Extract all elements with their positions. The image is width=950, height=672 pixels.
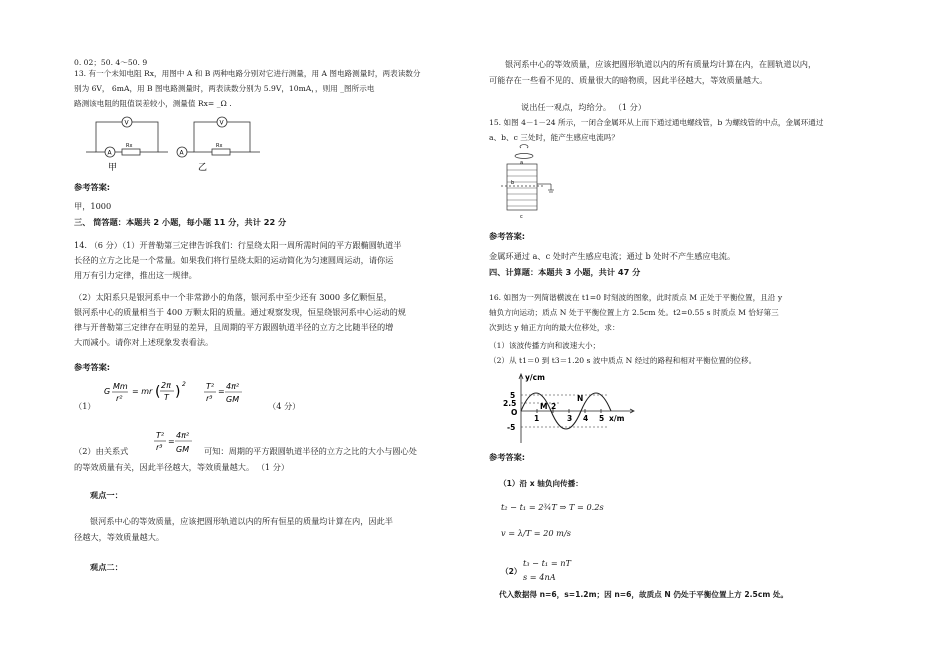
svg-text:= mr: = mr — [132, 387, 153, 396]
a16-eq1: t₂ − t₁ = 2¾T ⇒ T = 0.2s — [501, 502, 604, 512]
q14-line3: 用万有引力定律，推出这一规律。 — [74, 270, 197, 280]
svg-text:2π: 2π — [161, 381, 171, 390]
q16-line2: 轴负方向运动；质点 N 处于平衡位置上方 2.5cm 处。t2=0.55 s 时质点 M 恰好第三 — [489, 308, 779, 317]
a16-final: 代入数据得 n=6，s=1.2m；因 n=6，故质点 N 仍处于平衡位置上方 2.5cm 处。 — [499, 590, 789, 599]
svg-text:r³: r³ — [156, 443, 163, 452]
wave-tick-x5: 5 — [599, 414, 605, 423]
circuit-diagram — [82, 114, 312, 174]
circuit-a-caption: 甲 — [108, 163, 118, 173]
view1-line2: 径越大，等效质量越大。 — [74, 532, 165, 542]
answer-title-15: 参考答案: — [489, 231, 526, 241]
resistor-label-b: Rx — [216, 143, 223, 149]
svg-text:): ) — [175, 384, 181, 400]
svg-text:(: ( — [155, 384, 161, 400]
view2-scoring: 说出任一观点，均给分。 （1 分） — [521, 102, 647, 112]
svg-text:Mm: Mm — [113, 382, 128, 391]
answer-13: 甲，1000 — [74, 201, 112, 211]
ammeter-label-a: A — [107, 149, 112, 157]
a16-eq2: v = λ/T = 20 m/s — [501, 528, 571, 538]
eq2-prefix: （2）由关系式 — [74, 446, 129, 456]
voltmeter-label-a: V — [124, 119, 129, 127]
view1-line1: 银河系中心的等效质量，应该把圆形轨道以内的所有恒星的质量均计算在内，因此半 — [90, 516, 393, 526]
section-4-heading: 四、计算题：本题共 3 小题，共计 47 分 — [489, 267, 641, 277]
wave-point-m: M — [540, 402, 548, 411]
wave-origin: O — [511, 408, 518, 417]
view2-line1: 银河系中心的等效质量，应该把圆形轨道以内的所有质量均计算在内，在圆轨道以内， — [505, 59, 817, 69]
wave-tick-x1: 1 — [534, 414, 540, 423]
a16-part1: （1）沿 x 轴负向传播： — [499, 479, 583, 488]
section-3-heading: 三、 简答题：本题共 2 小题，每小题 11 分，共计 22 分 — [74, 217, 287, 227]
q14-line6: 律与开普勒第三定律存在明显的差异，且周期的平方跟圆轨道半径的立方之比随半径的增 — [74, 322, 394, 332]
coil-label-b: b — [511, 180, 515, 186]
q13-line3: 路测该电阻的阻值误差较小，测量值 Rx= _Ω . — [74, 99, 232, 108]
wave-y-label: y/cm — [525, 373, 545, 382]
eq-points: （4 分） — [268, 401, 301, 411]
svg-text:T²: T² — [206, 382, 215, 391]
wave-point-n: N — [577, 394, 584, 403]
answer-title-13: 参考答案: — [74, 182, 111, 192]
view1-heading: 观点一： — [90, 490, 123, 500]
a16-eq3: t₃ − t₁ = nT — [523, 558, 572, 568]
wave-tick-x2: 2 — [551, 402, 557, 411]
svg-text:GM: GM — [176, 445, 190, 454]
wave-tick-x3: 3 — [567, 414, 573, 423]
q13-line1: 13. 有一个未知电阻 Rx，用图中 A 和 B 两种电路分别对它进行测量，用 A 图电路测量时，两表读数分 — [74, 69, 421, 78]
eq2-suffix: 可知：周期的平方跟圆轨道半径的立方之比的大小与圆心处 — [204, 446, 417, 456]
eq-part-label: （1） — [74, 401, 96, 411]
q16-line1: 16. 如图为一列简谐横波在 t1=0 时刻波的图象，此时质点 M 正处于平衡位置，且沿 y — [489, 293, 783, 302]
svg-text:T: T — [164, 393, 169, 402]
q16-line5: （2）从 t1＝0 到 t3＝1.20 s 波中质点 N 经过的路程和相对平衡位置的位移。 — [489, 356, 757, 365]
ammeter-label-b: A — [179, 149, 184, 157]
eq2-line2: 的等效质量有关，因此半径越大，等效质量越大。 （1 分） — [74, 462, 290, 472]
q14-line7: 大而减小。请你对上述现象发表看法。 — [74, 337, 214, 347]
wave-tick-y25: 2.5 — [503, 399, 517, 408]
answer-15: 金属环通过 a、c 处时产生感应电流；通过 b 处时不产生感应电流。 — [489, 251, 736, 261]
wave-tick-y5: 5 — [510, 391, 516, 400]
wave-tick-x4: 4 — [583, 414, 589, 423]
q16-line3: 次到达 y 轴正方向的最大位移处，求： — [489, 323, 620, 332]
gravitation-formula — [100, 378, 250, 418]
svg-text:r³: r³ — [206, 394, 213, 403]
kepler-formula — [152, 428, 202, 462]
view2-heading: 观点二： — [90, 562, 123, 572]
svg-text:T²: T² — [156, 431, 165, 440]
svg-text:G: G — [104, 387, 111, 396]
answer-title-14: 参考答案: — [74, 362, 111, 372]
circuit-b-caption: 乙 — [198, 163, 208, 173]
a16-part2: （2） — [501, 567, 522, 576]
coil-label-c: c — [520, 214, 523, 220]
svg-text:=: = — [218, 387, 225, 396]
wave-graph — [501, 371, 641, 447]
svg-text:r²: r² — [116, 394, 123, 403]
q14-line4: （2）太阳系只是银河系中一个非常渺小的角落，银河系中至少还有 3000 多亿颗恒星， — [74, 292, 392, 302]
wave-x-label: x/m — [609, 414, 625, 423]
q13-line2: 别为 6V， 6mA，用 B 图电路测量时，两表读数分别为 5.9V，10mA，，则用 _图所示电 — [74, 84, 375, 93]
svg-text:=: = — [168, 437, 175, 446]
q15-line1: 15. 如图 4－1－24 所示，一闭合金属环从上而下通过通电螺线管，b 为螺线管的中点，金属环通过 — [489, 118, 824, 127]
view2-line2: 可能存在一些看不见的、质量很大的暗物质，因此半径越大，等效质量越大。 — [489, 75, 768, 85]
wave-tick-yneg: -5 — [507, 423, 516, 432]
q14-line1: 14. （6 分）（1）开普勒第三定律告诉我们：行星绕太阳一周所需时间的平方跟椭圆轨道半 — [74, 240, 402, 250]
a16-eq4: s = 4nA — [523, 572, 556, 582]
coil-label-a: a — [520, 160, 524, 166]
svg-text:4π²: 4π² — [176, 431, 190, 440]
q16-line4: （1）该波传播方向和波速大小； — [489, 341, 601, 350]
answer-line-prev: 0. 02；50. 4～50. 9 — [74, 58, 148, 67]
answer-title-16: 参考答案: — [489, 452, 526, 462]
resistor-label-a: Rx — [126, 143, 133, 149]
voltmeter-label-b: V — [219, 119, 224, 127]
svg-text:2: 2 — [182, 381, 186, 388]
q15-line2: a、b、c 三处时，能产生感应电流吗？ — [489, 133, 619, 142]
q14-line5: 银河系中心的质量相当于 400 万颗太阳的质量。通过观察发现，恒星绕银河系中心运动的规 — [74, 307, 406, 317]
svg-text:GM: GM — [226, 395, 240, 404]
solenoid-diagram — [493, 144, 573, 220]
q14-line2: 长径的立方之比是一个常量。如果我们将行星绕太阳的运动简化为匀速圆周运动，请你运 — [74, 255, 394, 265]
svg-text:4π²: 4π² — [226, 382, 240, 391]
